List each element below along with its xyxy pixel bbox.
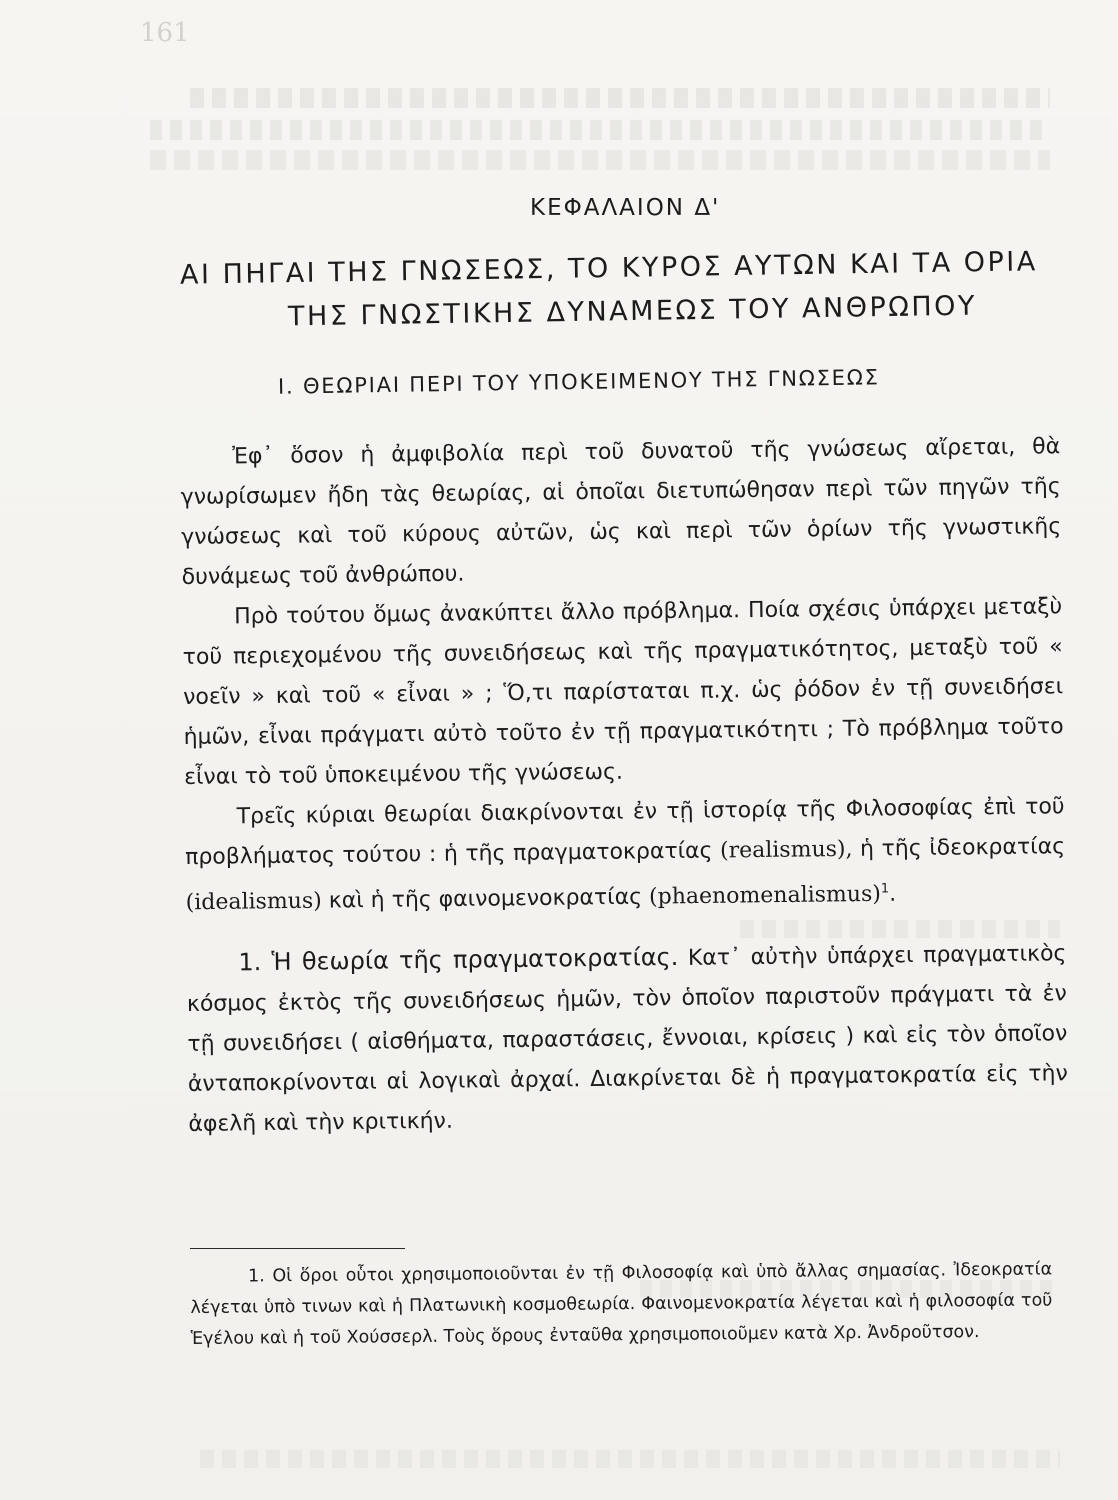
paragraph-3 bbox=[184, 787, 1065, 923]
body-text bbox=[180, 427, 1069, 1145]
chapter-title-line-2: ΤΗΣ ΓΝΩΣΤΙΚΗΣ ΔΥΝΑΜΕΩΣ ΤΟΥ ΑΝΘΡΩΠΟΥ bbox=[287, 290, 978, 333]
paragraph-4-text: Κατ᾽ αὐτὴν ὑπάρχει πραγματικὸς κόσμος ἐκτὸς τῆς συνειδήσεως ἡμῶν, τὸν ὁποῖον παριστοῦν πράγματι τὰ ἐν τῇ συνειδήσει ( αἰσθήματα, παραστάσεις, ἔννοιαι, κρίσεις ) καὶ εἰς τὸν ὁποῖον ἀνταποκρίνονται αἱ λογικαὶ ἀρχαί. Διακρίνεται δὲ ἡ πραγματοκρατία εἰς τὴν ἀφελῆ καὶ τὴν κριτικήν. bbox=[186, 941, 1068, 1138]
bleed-through-page-number: 161 bbox=[140, 18, 190, 48]
chapter-label: ΚΕΦΑΛΑΙΟΝ Δ' bbox=[530, 195, 721, 221]
section-heading: Ι. ΘΕΩΡΙΑΙ ΠΕΡΙ ΤΟΥ ΥΠΟΚΕΙΜΕΝΟΥ ΤΗΣ ΓΝΩΣΕΩΣ bbox=[277, 365, 880, 399]
term-phaenomenalismus: (phaenomenalismus) bbox=[648, 881, 882, 910]
paragraph-3-part-c: καὶ ἡ τῆς φαινομενοκρατίας bbox=[328, 884, 643, 914]
chapter-title-line-1: ΑΙ ΠΗΓΑΙ ΤΗΣ ΓΝΩΣΕΩΣ, ΤΟ ΚΥΡΟΣ ΑΥΤΩΝ ΚΑΙ ΤΑ ΟΡΙΑ bbox=[179, 246, 1038, 291]
subsection-heading: 1. Ἡ θεωρία τῆς πραγματοκρατίας. bbox=[238, 943, 679, 977]
paragraph-2: Πρὸ τούτου ὅμως ἀνακύπτει ἄλλο πρόβλημα. Ποία σχέσις ὑπάρχει μεταξὺ τοῦ περιεχομένου τῆς συνειδήσεως καὶ τῆς πραγματικότητος, μεταξὺ τοῦ « νοεῖν » καὶ τοῦ « εἶναι » ; Ὅ,τι παρίσταται π.χ. ὡς ῥόδον ἐν τῇ συνειδήσει ἡμῶν, εἶναι πράγματι αὐτὸ τοῦτο ἐν τῇ πραγματικότητι ; Τὸ πρόβλημα τοῦτο εἶναι τὸ τοῦ ὑποκειμένου τῆς γνώσεως. bbox=[182, 594, 1064, 790]
paragraph-3-end: . bbox=[889, 881, 897, 907]
footnote-marker: 1 bbox=[880, 881, 890, 897]
footnote-separator bbox=[190, 1248, 405, 1249]
term-realismus: (realismus), bbox=[719, 836, 853, 864]
term-idealismus: (idealismus) bbox=[185, 888, 322, 916]
paragraph-1: Ἐφ᾽ ὅσον ἡ ἀμφιβολία περὶ τοῦ δυνατοῦ τῆς γνώσεως αἴρεται, θὰ γνωρίσωμεν ἤδη τὰς θεωρίας, αἱ ὁποῖαι διετυπώθησαν περὶ τῶν πηγῶν τῆς γνώσεως καὶ τοῦ κύρους αὐτῶν, ὡς καὶ περὶ τῶν ὁρίων τῆς γνωστικῆς δυνάμεως τοῦ ἀνθρώπου. bbox=[180, 434, 1062, 590]
paragraph-3-part-b: ἡ τῆς ἰδεοκρατίας bbox=[859, 834, 1066, 862]
paragraph-4 bbox=[186, 933, 1068, 1146]
paragraph-3-part-a: Τρεῖς κύριαι θεωρίαι διακρίνονται ἐν τῇ ἱστορίᾳ τῆς Φιλοσοφίας ἐπὶ τοῦ προβλήματος τούτου : ἡ τῆς πραγματοκρατίας bbox=[184, 794, 1065, 870]
footnote: 1. Οἱ ὅροι οὗτοι χρησιμοποιοῦνται ἐν τῇ Φιλοσοφίᾳ καὶ ὑπὸ ἄλλας σημασίας. Ἰδεοκρατία λέγεται ὑπὸ τινων καὶ ἡ Πλατωνικὴ κοσμοθεωρία. Φαινομενοκρατία λέγεται καὶ ἡ φιλοσοφία τοῦ Ἑγέλου καὶ ἡ τοῦ Χούσσερλ. Τοὺς ὅρους ἐνταῦθα χρησιμοποιοῦμεν κατὰ Χρ. Ἀνδροῦτσον. bbox=[190, 1259, 1053, 1349]
